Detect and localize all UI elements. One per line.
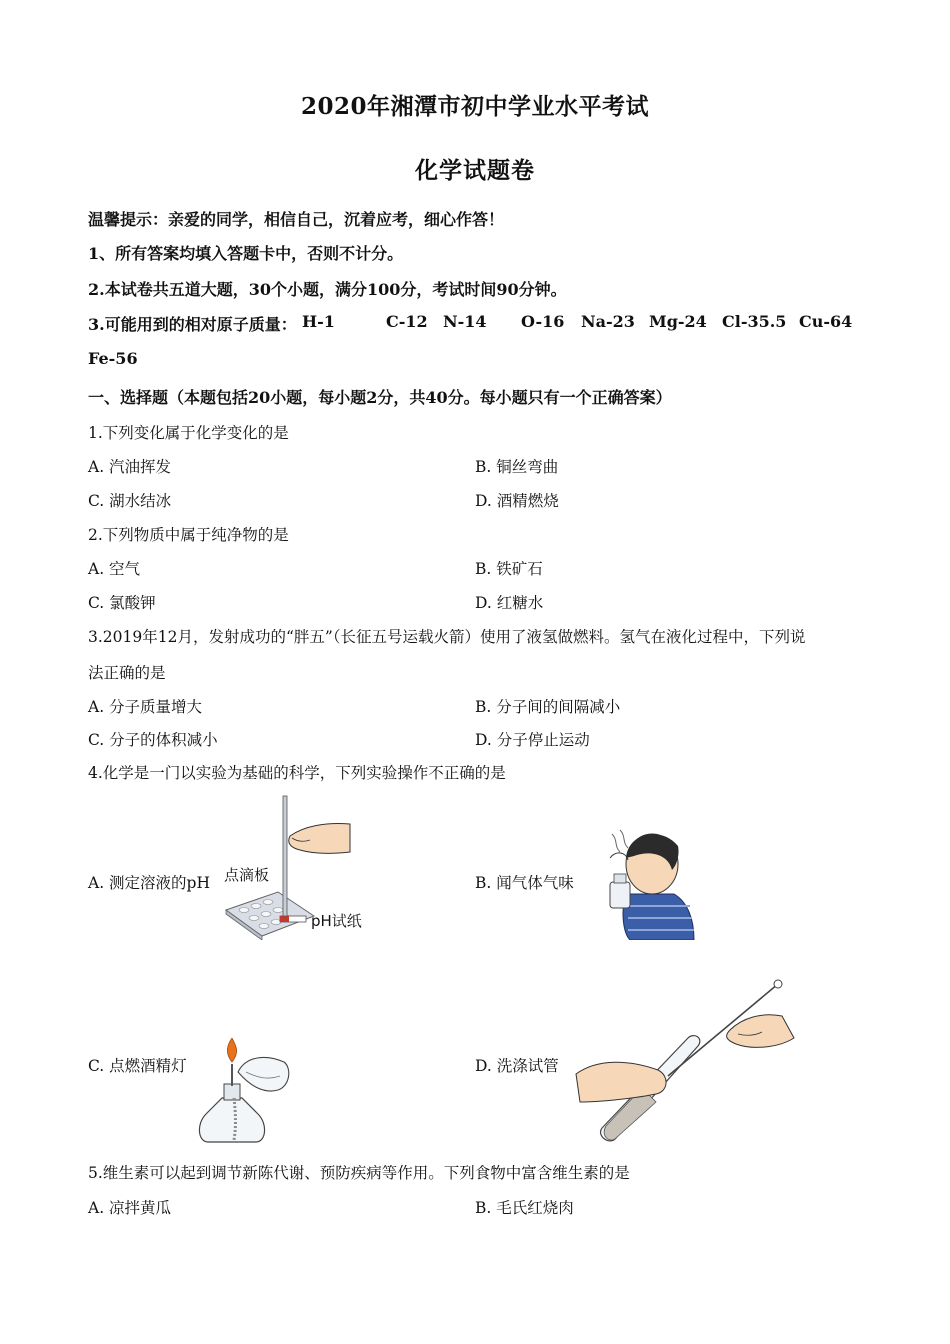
atomic-mass-n: N-14 [443,312,487,331]
atomic-mass-cl: Cl-35.5 [722,312,787,331]
question-1-stem: 1.下列变化属于化学变化的是 [88,424,289,442]
q4-option-b: B. 闻气体气味 [475,874,574,892]
exam-title: 2020年湘潭市初中学业水平考试 [300,93,649,120]
q1-option-d: D. 酒精燃烧 [475,492,559,510]
q4-option-a: A. 测定溶液的pH [88,874,210,892]
q1-option-b: B. 铜丝弯曲 [475,458,559,476]
q3-option-d: D. 分子停止运动 [475,731,590,749]
q1-option-c: C. 湖水结冰 [88,492,172,510]
exam-subtitle: 化学试题卷 [415,157,535,184]
q5-option-b: B. 毛氏红烧肉 [475,1199,574,1217]
q2-option-c: C. 氯酸钾 [88,594,156,612]
wash-test-tube-illustration [572,978,798,1144]
notice-item-1: 1、所有答案均填入答题卡中，否则不计分。 [88,244,404,263]
q2-option-b: B. 铁矿石 [475,560,543,578]
notice-item-3: 3.可能用到的相对原子质量： [88,315,297,334]
smell-gas-illustration [590,822,698,940]
question-5-stem: 5.维生素可以起到调节新陈代谢、预防疾病等作用。下列食物中富含维生素的是 [88,1164,630,1182]
atomic-mass-fe: Fe-56 [88,349,138,368]
atomic-mass-c: C-12 [386,312,428,331]
section-heading: 一、选择题（本题包括20小题，每小题2分，共40分。每小题只有一个正确答案） [88,388,672,407]
atomic-mass-o: O-16 [521,312,565,331]
q2-option-d: D. 红糖水 [475,594,544,612]
alcohol-lamp-illustration [192,1038,296,1148]
q3-option-a: A. 分子质量增大 [88,698,203,716]
dropper-plate-label: 点滴板 [224,866,270,884]
notice-item-2: 2.本试卷共五道大题，30个小题，满分100分，考试时间90分钟。 [88,280,567,299]
q3-option-b: B. 分子间的间隔减小 [475,698,621,716]
question-3-stem-line1: 3.2019年12月，发射成功的“胖五”（长征五号运载火箭）使用了液氢做燃料。氢气在液化过程中，下列说 [88,628,806,646]
question-4-stem: 4.化学是一门以实验为基础的科学，下列实验操作不正确的是 [88,764,506,782]
q5-option-a: A. 凉拌黄瓜 [88,1199,172,1217]
question-3-stem-line2: 法正确的是 [88,664,166,682]
atomic-mass-cu: Cu-64 [799,312,853,331]
atomic-mass-na: Na-23 [581,312,635,331]
q4-option-c: C. 点燃酒精灯 [88,1057,187,1075]
q3-option-c: C. 分子的体积减小 [88,731,218,749]
ph-paper-label: pH试纸 [311,912,362,930]
q4-option-d: D. 洗涤试管 [475,1057,559,1075]
atomic-mass-h: H-1 [302,312,335,331]
q1-option-a: A. 汽油挥发 [88,458,172,476]
notice-tip: 温馨提示：亲爱的同学，相信自己，沉着应考，细心作答！ [88,210,505,229]
question-2-stem: 2.下列物质中属于纯净物的是 [88,526,289,544]
atomic-mass-mg: Mg-24 [649,312,707,331]
q2-option-a: A. 空气 [88,560,141,578]
